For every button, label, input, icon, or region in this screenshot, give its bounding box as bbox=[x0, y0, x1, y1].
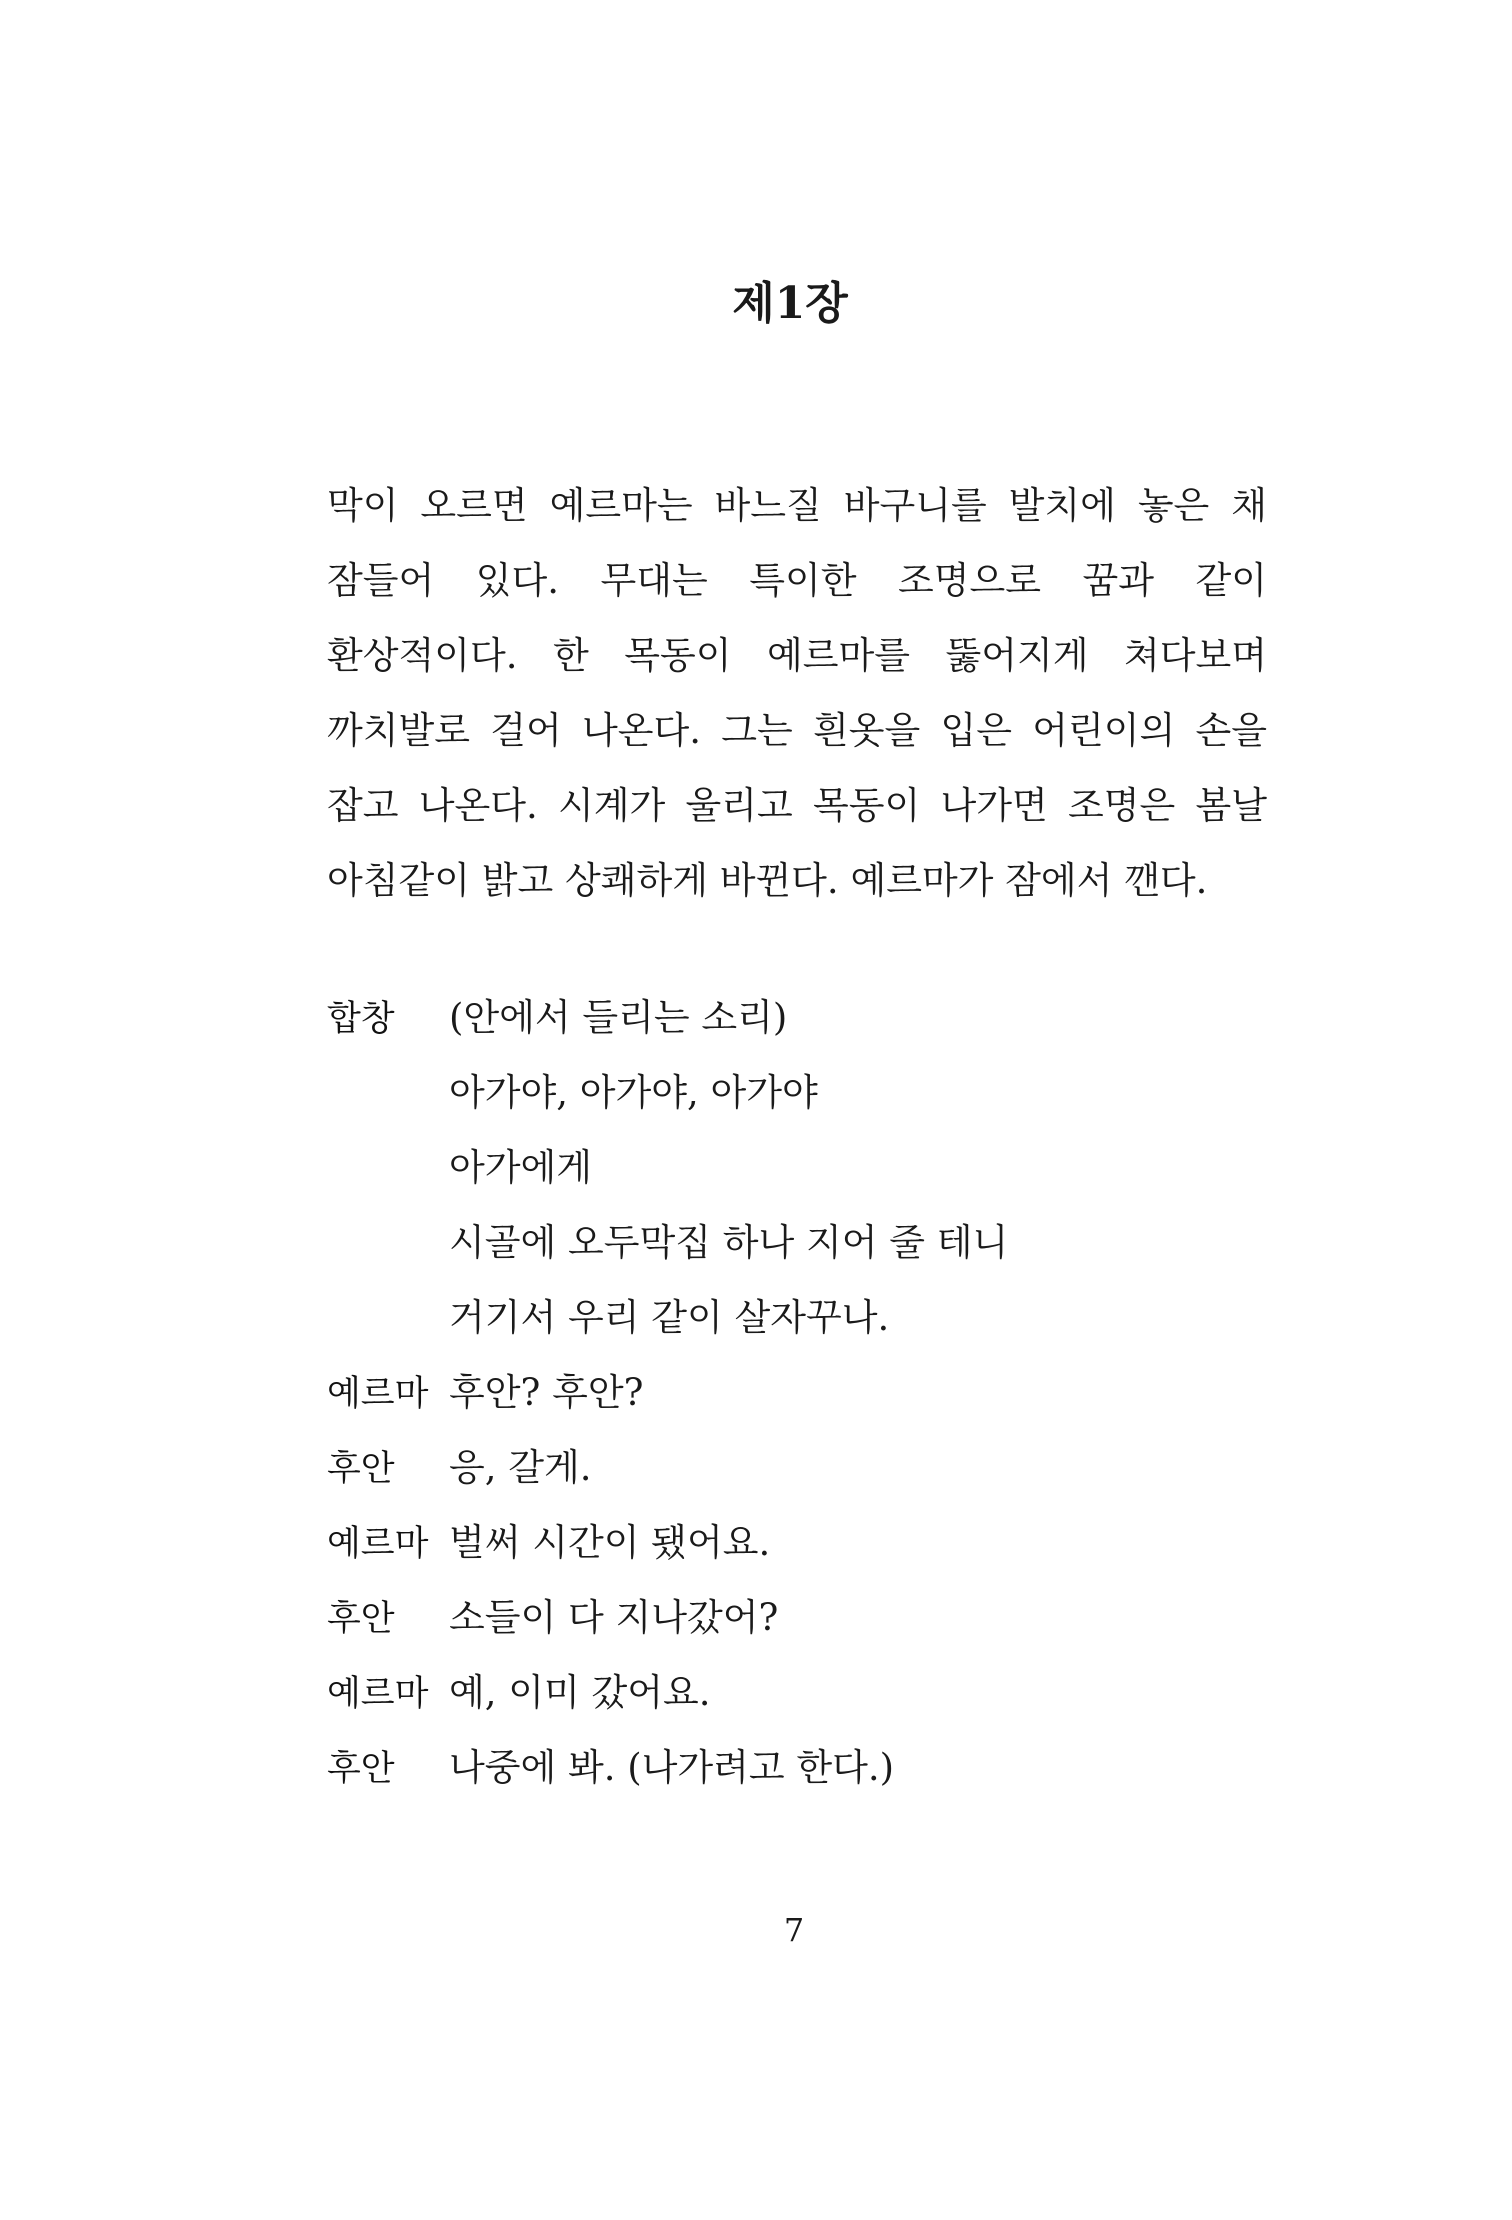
dialogue-line bbox=[327, 1655, 1267, 1730]
dialogue-line bbox=[327, 1280, 1267, 1355]
dialogue-line bbox=[327, 1730, 1267, 1805]
speech-text: 나중에 봐. (나가려고 한다.) bbox=[449, 1746, 895, 1789]
speech-text: 후안? 후안? bbox=[449, 1371, 644, 1414]
dialogue-line bbox=[327, 980, 1267, 1055]
speech-text: 소들이 다 지나갔어? bbox=[449, 1596, 779, 1639]
speaker-name: 예르마 bbox=[327, 1524, 429, 1564]
dialogue-line bbox=[327, 1205, 1267, 1280]
speaker-name: 후안 bbox=[327, 1599, 395, 1639]
speech-text: 시골에 오두막집 하나 지어 줄 테니 bbox=[449, 1221, 1009, 1264]
speech-text: 아가에게 bbox=[449, 1146, 592, 1189]
speech-text: 응, 갈게. bbox=[449, 1446, 592, 1489]
speech-text: 거기서 우리 같이 살자꾸나. bbox=[449, 1296, 890, 1339]
speaker-name: 후안 bbox=[327, 1449, 395, 1489]
speaker-name: 합창 bbox=[327, 999, 395, 1039]
dialogue-list bbox=[327, 980, 1267, 1805]
speech-text: (안에서 들리는 소리) bbox=[449, 996, 788, 1039]
speech-text: 아가야, 아가야, 아가야 bbox=[449, 1071, 818, 1114]
chapter-title: 제1장 bbox=[732, 278, 848, 330]
dialogue-line bbox=[327, 1430, 1267, 1505]
dialogue-line bbox=[327, 1505, 1267, 1580]
dialogue-line bbox=[327, 1130, 1267, 1205]
stage-direction-paragraph: 막이 오르면 예르마는 바느질 바구니를 발치에 놓은 채 잠들어 있다. 무대는 특이한 조명으로 꿈과 같이 환상적이다. 한 목동이 예르마를 뚫어지게 쳐다보며 까치발로 걸어 나온다. 그는 흰옷을 입은 어린이의 손을 잡고 나온다. 시계가 울리고 목동이 나가면 조명은 봄날 아침같이 밝고 상쾌하게 바뀐다. 예르마가 잠에서 깬다. bbox=[327, 484, 1267, 902]
speech-text: 예, 이미 갔어요. bbox=[449, 1671, 711, 1714]
speaker-name: 후안 bbox=[327, 1749, 395, 1789]
page-number: 7 bbox=[783, 1911, 805, 1949]
speaker-name: 예르마 bbox=[327, 1374, 429, 1414]
speech-text: 벌써 시간이 됐어요. bbox=[449, 1521, 771, 1564]
speaker-name: 예르마 bbox=[327, 1674, 429, 1714]
dialogue-line bbox=[327, 1580, 1267, 1655]
dialogue-line bbox=[327, 1055, 1267, 1130]
dialogue-line bbox=[327, 1355, 1267, 1430]
